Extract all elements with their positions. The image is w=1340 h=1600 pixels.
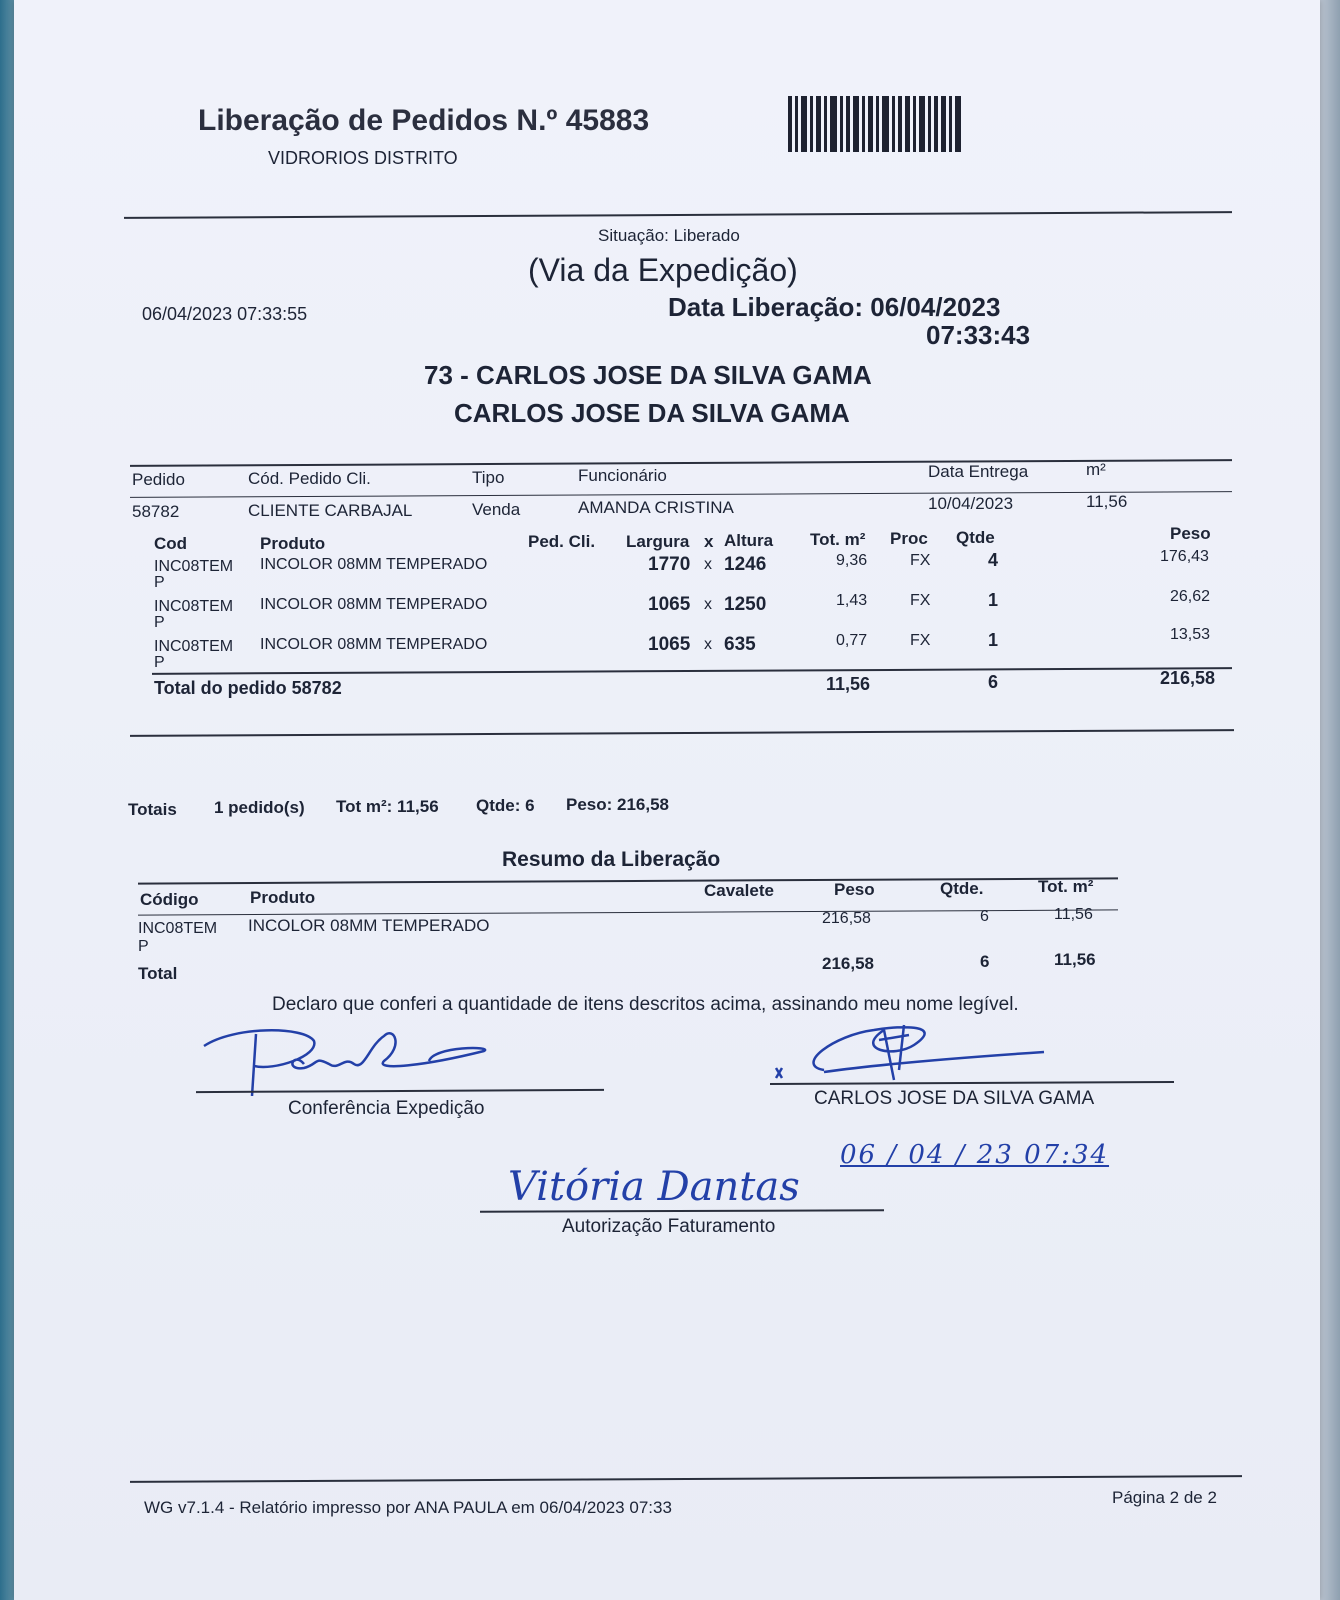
signature-label-faturamento: Autorização Faturamento: [562, 1216, 776, 1237]
item-qtde: 4: [988, 550, 999, 570]
item-largura: 1770: [648, 554, 691, 575]
totals-m2: Tot m²: 11,56: [336, 797, 439, 816]
items-col-produto: Produto: [260, 534, 326, 553]
item-altura: 1250: [724, 594, 767, 615]
items-col-altura: Altura: [724, 531, 774, 550]
summary-col-cavalete: Cavalete: [704, 881, 774, 900]
printed-timestamp: 06/04/2023 07:33:55: [142, 304, 308, 324]
company-name: VIDRORIOS DISTRITO: [268, 148, 458, 168]
handwritten-datetime: 06 / 04 / 23 07:34: [840, 1140, 1110, 1170]
order-total-m2: 11,56: [826, 674, 871, 694]
totals-peso: Peso: 216,58: [566, 795, 670, 814]
items-total-line: [152, 667, 1232, 675]
items-col-qtde: Qtde: [956, 528, 995, 547]
items-col-proc: Proc: [890, 529, 928, 548]
summary-col-qtde: Qtde.: [940, 879, 984, 898]
order-total-label: Total do pedido 58782: [154, 678, 342, 698]
declaration-text: Declaro que conferi a quantidade de itens descritos acima, assinando meu nome legível.: [272, 994, 1019, 1015]
item-peso: 26,62: [1170, 588, 1211, 605]
col-tipo: Tipo: [472, 468, 505, 487]
item-cod: INC08TEM: [154, 558, 234, 575]
item-proc: FX: [910, 592, 931, 609]
totals-label: Totais: [128, 800, 177, 819]
item-x: x: [704, 556, 712, 573]
item-largura: 1065: [648, 594, 691, 615]
order-tipo: Venda: [472, 500, 521, 519]
item-altura: 1246: [724, 554, 767, 575]
item-cod: INC08TEM: [154, 638, 234, 655]
header-divider: [124, 211, 1232, 219]
document-title: Liberação de Pedidos N.º 45883: [198, 104, 650, 137]
item-largura: 1065: [648, 634, 691, 655]
item-cod-suffix: P: [154, 574, 165, 591]
client-code-name: 73 - CARLOS JOSE DA SILVA GAMA: [424, 360, 872, 390]
summary-row-cod-suffix: P: [138, 938, 149, 955]
summary-row-peso: 216,58: [822, 910, 871, 927]
col-cod-pedido-cli: Cód. Pedido Cli.: [248, 469, 371, 488]
item-qtde: 1: [988, 630, 999, 650]
summary-row-produto: INCOLOR 08MM TEMPERADO: [248, 916, 490, 935]
item-produto: INCOLOR 08MM TEMPERADO: [260, 636, 488, 653]
item-cod-suffix: P: [154, 654, 165, 671]
items-col-largura: Largura: [626, 532, 690, 551]
totals-pedidos: 1 pedido(s): [214, 798, 305, 817]
summary-col-tot-m2: Tot. m²: [1038, 877, 1094, 896]
signature-label-client: CARLOS JOSE DA SILVA GAMA: [814, 1088, 1095, 1109]
signature-client-image: [754, 1010, 1054, 1090]
summary-col-produto: Produto: [250, 888, 316, 907]
item-produto: INCOLOR 08MM TEMPERADO: [260, 596, 488, 613]
barcode-image: [788, 96, 984, 152]
summary-total-tot-m2: 11,56: [1054, 950, 1096, 969]
item-x: x: [704, 636, 712, 653]
item-proc: FX: [910, 552, 931, 569]
order-total-qtde: 6: [988, 672, 999, 692]
footer-printed-by: WG v7.1.4 - Relatório impresso por ANA PAULA em 06/04/2023 07:33: [144, 1498, 672, 1517]
item-x: x: [704, 596, 712, 613]
order-data-entrega: 10/04/2023: [928, 494, 1014, 513]
item-tot-m2: 9,36: [836, 552, 868, 569]
summary-row-cod: INC08TEM: [138, 920, 218, 937]
item-proc: FX: [910, 632, 931, 649]
item-tot-m2: 0,77: [836, 632, 868, 649]
release-time: 07:33:43: [926, 320, 1031, 350]
item-cod-suffix: P: [154, 614, 165, 631]
order-cod-cli: CLIENTE CARBAJAL: [248, 501, 413, 520]
summary-total-qtde: 6: [980, 952, 990, 971]
summary-row-tot-m2: 11,56: [1054, 906, 1093, 923]
items-col-peso: Peso: [1170, 524, 1211, 543]
items-col-tot-m2: Tot. m²: [810, 530, 866, 549]
item-produto: INCOLOR 08MM TEMPERADO: [260, 556, 488, 573]
summary-col-peso: Peso: [834, 880, 875, 899]
items-col-cod: Cod: [154, 534, 188, 553]
items-col-x: x: [704, 532, 714, 551]
col-funcionario: Funcionário: [578, 466, 667, 485]
item-peso: 13,53: [1170, 626, 1211, 643]
item-altura: 635: [724, 634, 756, 655]
order-table-top-line: [130, 459, 1232, 467]
col-m2: m²: [1086, 460, 1106, 479]
order-m2: 11,56: [1086, 492, 1128, 511]
footer-divider: [130, 1475, 1242, 1483]
release-date: Data Liberação: 06/04/2023: [668, 292, 1001, 322]
copy-title: (Via da Expedição): [528, 252, 798, 288]
item-peso: 176,43: [1160, 548, 1209, 565]
totals-qtde: Qtde: 6: [476, 796, 535, 815]
signature-label-expedicao: Conferência Expedição: [288, 1098, 485, 1119]
col-data-entrega: Data Entrega: [928, 462, 1029, 481]
section-divider: [130, 729, 1234, 737]
document-sheet: [14, 0, 1320, 1600]
client-name: CARLOS JOSE DA SILVA GAMA: [454, 398, 850, 428]
summary-title: Resumo da Liberação: [502, 848, 721, 871]
item-cod: INC08TEM: [154, 598, 234, 615]
items-col-ped-cli: Ped. Cli.: [528, 532, 596, 551]
order-pedido: 58782: [132, 502, 180, 521]
col-pedido: Pedido: [132, 470, 185, 489]
order-header-line: [130, 491, 1232, 498]
order-total-peso: 216,58: [1160, 668, 1216, 688]
status-label: Situação: Liberado: [598, 226, 740, 245]
footer-page-number: Página 2 de 2: [1112, 1488, 1217, 1507]
item-tot-m2: 1,43: [836, 592, 868, 609]
item-qtde: 1: [988, 590, 999, 610]
order-funcionario: AMANDA CRISTINA: [578, 498, 734, 517]
handwritten-name: Vitória Dantas: [508, 1164, 800, 1210]
signature-expedicao-image: [194, 1016, 514, 1096]
summary-total-label: Total: [138, 964, 178, 983]
summary-header-line: [138, 909, 1118, 915]
summary-col-codigo: Código: [140, 890, 199, 909]
summary-total-peso: 216,58: [822, 954, 874, 973]
summary-row-qtde: 6: [980, 908, 989, 925]
signature-line-faturamento: [480, 1209, 884, 1212]
